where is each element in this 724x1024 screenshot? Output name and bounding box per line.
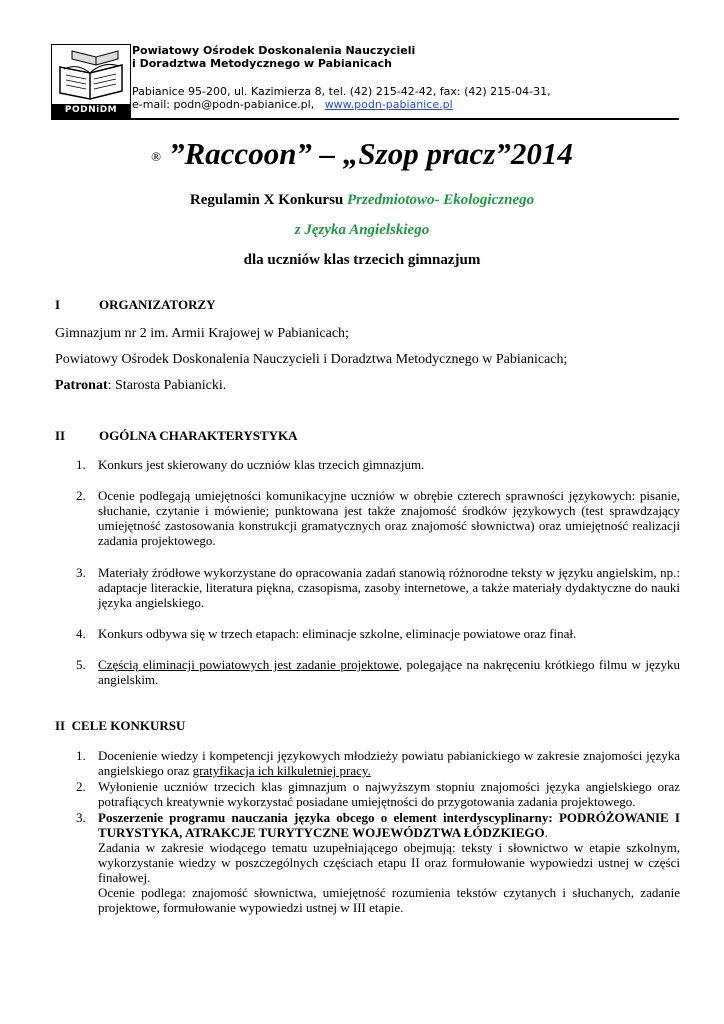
list-item	[76, 810, 680, 915]
organization-logo	[51, 44, 131, 118]
bold-phrase-end: .	[544, 825, 548, 840]
item-number: 1.	[76, 457, 86, 472]
section-heading-organizers	[55, 297, 216, 313]
section-heading-goals	[55, 718, 185, 734]
underlined-phrase: Częścią eliminacji powiatowych jest zadanie projektowe	[98, 657, 399, 672]
subtitle-line3: dla uczniów klas trzecich gimnazjum	[243, 252, 481, 268]
patron-line	[55, 378, 226, 394]
section-title: CELE KONKURSU	[71, 718, 186, 733]
item-text-main: Docenienie wiedzy i kompetencji językowych młodzieży powiatu pabianickiego w zakresie znajomości języka angielskiego oraz	[98, 748, 680, 778]
section-number: II	[55, 428, 66, 443]
books-logo-icon	[52, 45, 130, 105]
subtitle-line2	[0, 222, 724, 239]
item-text	[98, 657, 680, 687]
subtitle-green-2: z Języka Angielskiego	[294, 222, 430, 238]
subtitle-prefix: Regulamin X Konkursu	[189, 192, 348, 208]
section-number: II	[55, 718, 66, 733]
subtitle-green-1: Przedmiotowo- Ekologicznego	[347, 192, 535, 208]
list-item	[76, 488, 680, 548]
patron-value: : Starosta Pabianicki.	[107, 378, 227, 393]
item-number: 3.	[76, 565, 86, 580]
item-paragraph-2: Zadania w zakresie wiodącego tematu uzupełniającego obejmują: teksty i słownictwo w etapie szkolnym, wykorzystanie wiedzy w poszczególnych częściach etapu II oraz formułowanie wypowiedzi ustnej w części finałowej.	[98, 840, 680, 885]
item-text: Konkurs odbywa się w trzech etapach: eliminacje szkolne, eliminacje powiatowe oraz finał.	[98, 626, 577, 641]
item-number: 3.	[76, 810, 86, 825]
item-text: Materiały źródłowe wykorzystane do opracowania zadań stanowią różnorodne teksty w języku angielskim, np.: adaptacje literackie, literatura piękna, czasopisma, zasoby internetowe, a także materiały dydaktyczne do nauki języka angielskiego.	[98, 565, 680, 610]
item-number: 1.	[76, 748, 86, 763]
section-heading-characteristics	[55, 428, 298, 444]
logo-text: PODNiDM	[52, 104, 130, 117]
org-address: Pabianice 95-200, ul. Kazimierza 8, tel. (42) 215-42-42, fax: (42) 215-04-31,	[132, 85, 551, 98]
list-item	[76, 565, 680, 610]
list-item	[76, 657, 680, 687]
item-number: 4.	[76, 626, 86, 641]
item-text-rest: , polegające na nakręceniu krótkiego filmu w języku angielskim.	[98, 657, 680, 687]
title-text: ”Raccoon” – „Szop pracz”2014	[169, 136, 573, 171]
organizer-1: Gimnazjum nr 2 im. Armii Krajowej w Pabianicach;	[55, 326, 349, 341]
org-name-line2: i Doradztwa Metodycznego w Pabianicach	[132, 57, 392, 70]
item-text: Ocenie podlegają umiejętności komunikacyjne uczniów w obrębie czterech sprawności językowych: pisanie, słuchanie, czytanie i mówienie; punktowana jest także znajomość środków językowych (test sprawdzający umiejętność zastosowania konstrukcji gramatycznych oraz znajomość słownictwa) oraz umiejętność realizacji zadania projektowego.	[98, 488, 680, 548]
item-number: 2.	[76, 779, 86, 794]
bold-phrase: Poszerzenie programu nauczania języka obcego o element interdyscyplinarny: PODRÓŻOWANIE I TURYSTYKA, ATRAKCJE TURYTYCZNE WOJEWÓDZTWA ŁÓDZKIEGO	[98, 810, 680, 840]
item-number: 5.	[76, 657, 86, 672]
section-number: I	[55, 297, 61, 312]
website-link[interactable]: www.podn-pabianice.pl	[324, 98, 453, 111]
patron-label: Patronat	[55, 378, 108, 393]
registered-mark: ®	[151, 148, 161, 164]
item-number: 2.	[76, 488, 86, 503]
organizer-2: Powiatowy Ośrodek Doskonalenia Nauczycieli i Doradztwa Metodycznego w Pabianicach;	[55, 352, 568, 367]
item-text	[98, 748, 680, 778]
underlined-phrase: gratyfikacja ich kilkuletniej pracy.	[192, 763, 371, 778]
subtitle-line1	[0, 192, 724, 209]
list-item	[76, 748, 680, 778]
item-text: Konkurs jest skierowany do uczniów klas trzecich gimnazjum.	[98, 457, 425, 472]
page-title	[0, 136, 724, 172]
item-text	[98, 810, 680, 915]
org-contact	[132, 98, 453, 111]
item-paragraph-3: Ocenie podlega: znajomość słownictwa, umiejętność rozumienia tekstów czytanych i słuchanych, zadanie projektowe, formułowanie wypowiedzi ustnej w III etapie.	[98, 885, 680, 915]
org-email: e-mail: podn@podn-pabianice.pl,	[132, 98, 315, 111]
list-item	[76, 779, 680, 809]
list-item	[76, 457, 680, 472]
item-text: Wyłonienie uczniów trzecich klas gimnazjum o najwyższym stopniu znajomości języka angielskiego oraz potrafiących kreatywnie wykorzystać posiadane umiejętności do przygotowania zadania projektowego.	[98, 779, 680, 809]
list-item	[76, 626, 680, 641]
org-name-line1: Powiatowy Ośrodek Doskonalenia Nauczycieli	[132, 44, 416, 57]
header-divider	[51, 118, 679, 120]
section-title: ORGANIZATORZY	[99, 297, 216, 312]
section-title: OGÓLNA CHARAKTERYSTYKA	[99, 428, 298, 443]
